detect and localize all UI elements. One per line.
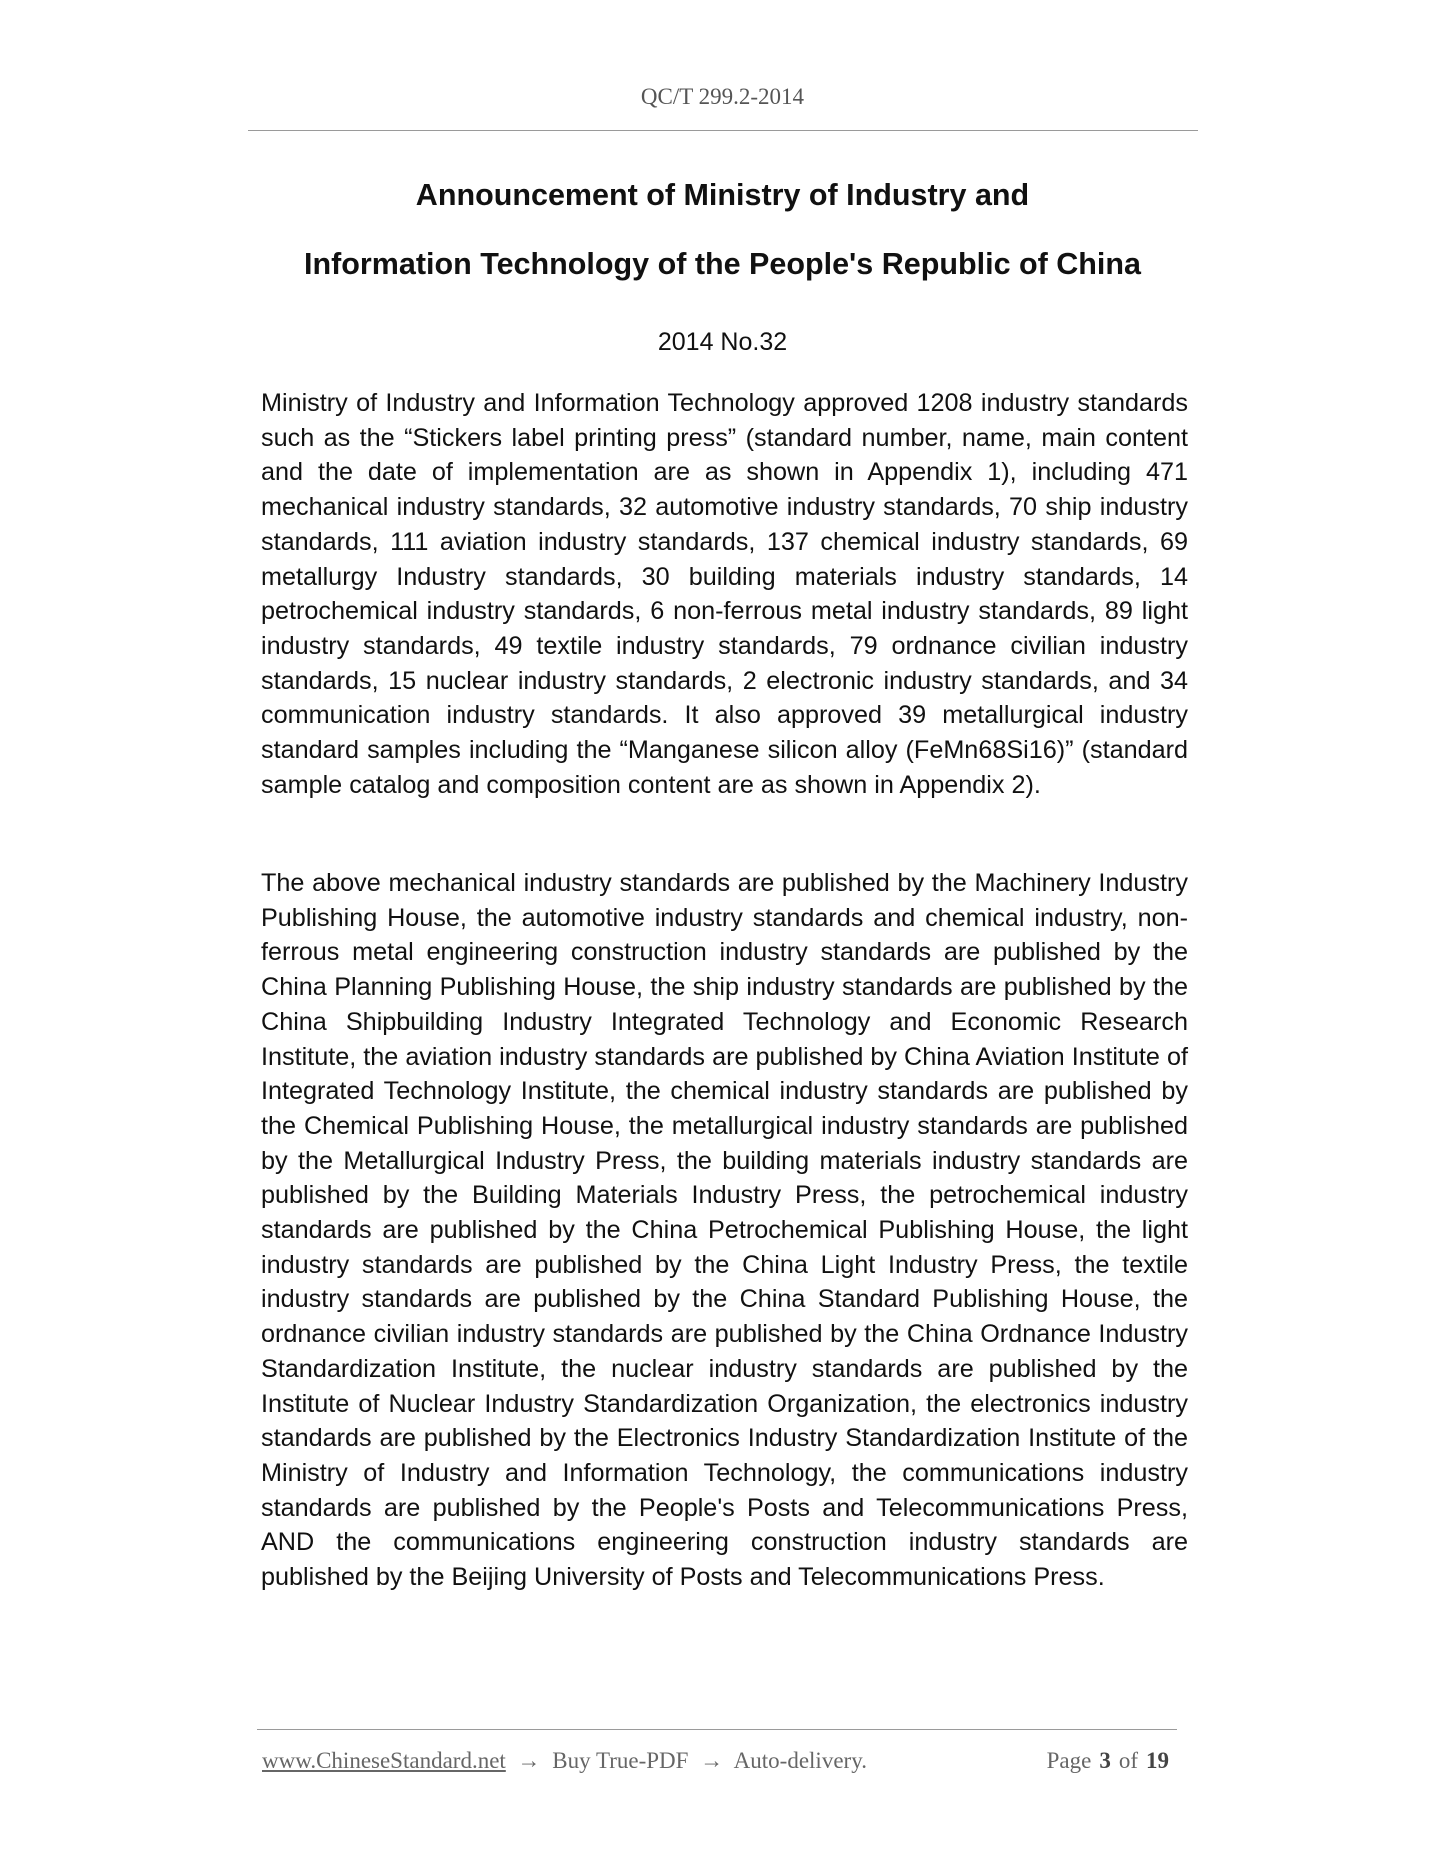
page-footer: [262, 1748, 1177, 1780]
header-divider: [248, 130, 1198, 131]
body-paragraph-2: The above mechanical industry standards are published by the Machinery Industry Publishing House, the automotive industry standards and chemical industry, non-ferrous metal engineering construction industry standards are published by the China Planning Publishing House, the ship industry standards are published by the China Shipbuilding Industry Integrated Technology and Economic Research Institute, the aviation industry standards are published by China Aviation Institute of Integrated Technology Institute, the chemical industry standards are published by the Chemical Publishing House, the metallurgical industry standards are published by the Metallurgical Industry Press, the building materials industry standards are published by the Building Materials Industry Press, the petrochemical industry standards are published by the China Petrochemical Publishing House, the light industry standards are published by the China Light Industry Press, the textile industry standards are published by the China Standard Publishing House, the ordnance civilian industry standards are published by the China Ordnance Industry Standardization Institute, the nuclear industry standards are published by the Institute of Nuclear Industry Standardization Organization, the electronics industry standards are published by the Electronics Industry Standardization Institute of the Ministry of Industry and Information Technology, the communications industry standards are published by the People's Posts and Telecommunications Press, AND the communications engineering construction industry standards are published by the Beijing University of Posts and Telecommunications Press.: [261, 869, 1188, 1592]
arrow-right-icon: →: [700, 1748, 724, 1773]
announcement-title-line-1: Announcement of Ministry of Industry and: [415, 178, 1030, 212]
total-page-count: 19: [1146, 1748, 1169, 1773]
footer-divider: [257, 1729, 1177, 1730]
arrow-right-icon: →: [517, 1748, 541, 1773]
announcement-number: 2014 No.32: [657, 328, 788, 356]
buy-true-pdf-text: Buy True-PDF: [552, 1748, 689, 1773]
announcement-title-line-2: Information Technology of the People's Republic of China: [304, 247, 1141, 281]
page-indicator: [1047, 1748, 1177, 1774]
of-label: of: [1118, 1748, 1138, 1773]
current-page-number: 3: [1099, 1748, 1111, 1773]
auto-delivery-text: Auto-delivery.: [733, 1748, 867, 1773]
site-link[interactable]: www.ChineseStandard.net: [262, 1748, 506, 1773]
body-paragraph-1: Ministry of Industry and Information Technology approved 1208 industry standards such as the “Stickers label printing press” (standard number, name, main content and the date of implementation are as shown in Appendix 1), including 471 mechanical industry standards, 32 automotive industry standards, 70 ship industry standards, 111 aviation industry standards, 137 chemical industry standards, 69 metallurgy Industry standards, 30 building materials industry standards, 14 petrochemical industry standards, 6 non-ferrous metal industry standards, 89 light industry standards, 49 textile industry standards, 79 ordnance civilian industry standards, 15 nuclear industry standards, 2 electronic industry standards, and 34 communication industry standards. It also approved 39 metallurgical industry standard samples including the “Manganese silicon alloy (FeMn68Si16)” (standard sample catalog and composition content are as shown in Appendix 2).: [261, 389, 1188, 799]
page-label: Page: [1046, 1748, 1092, 1773]
footer-promo: [262, 1748, 867, 1774]
document-id-header: QC/T 299.2-2014: [640, 84, 805, 109]
